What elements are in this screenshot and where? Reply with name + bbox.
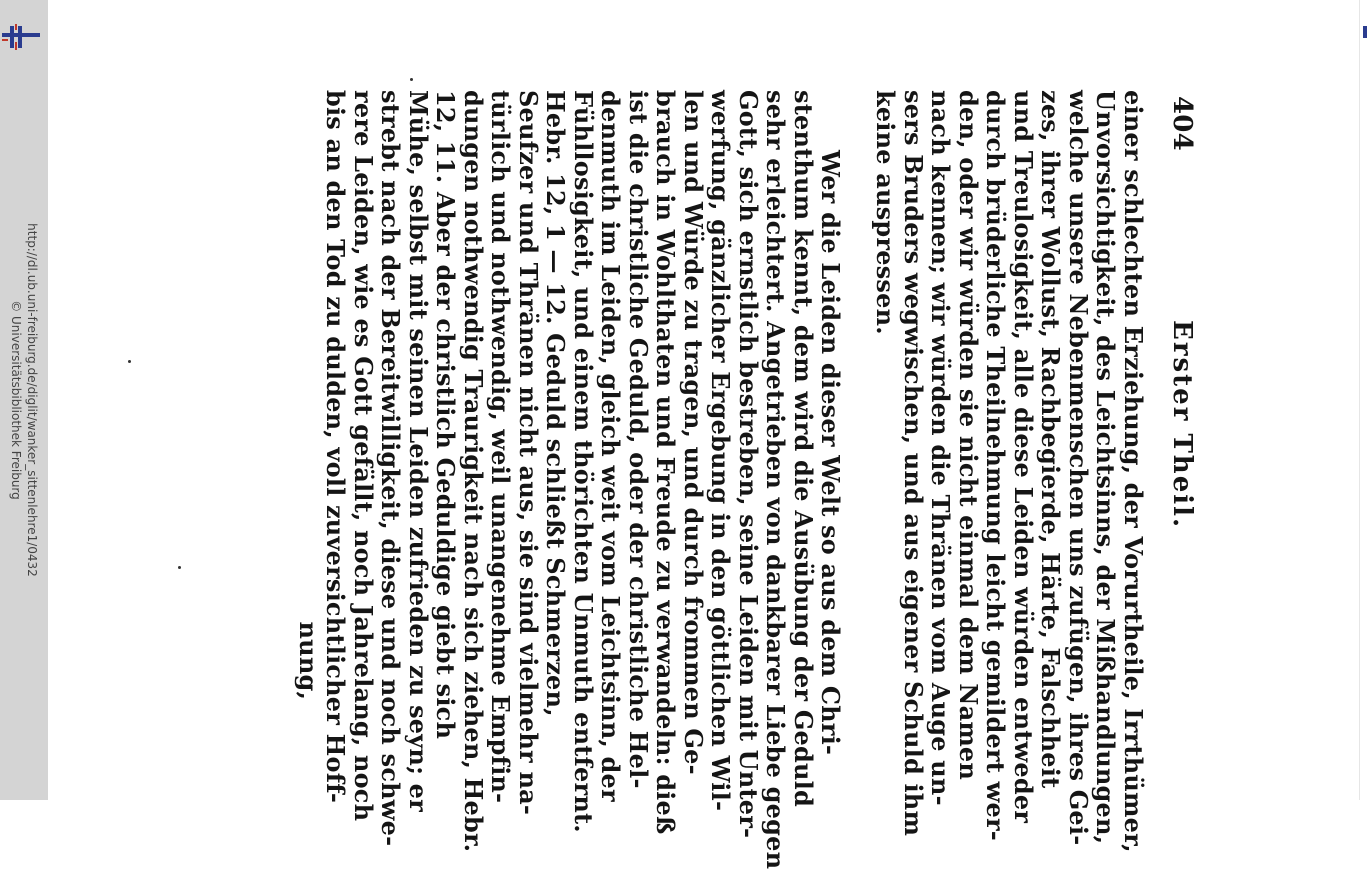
page-text <box>294 90 1197 869</box>
scan-speck <box>178 566 181 569</box>
text-line: bis an den Tod zu dulden, voll zuversichtlicher Hoff- <box>321 90 351 804</box>
text-line: denmuth im Leiden, gleich weit vom Leichtsinn, der <box>596 90 626 802</box>
page-right-edge <box>1359 0 1368 800</box>
text-line: durch brüderliche Theilnehmung leicht gemildert wer- <box>981 90 1011 841</box>
library-logo-icon <box>2 24 40 50</box>
credit-text <box>8 223 40 577</box>
paragraph-gap <box>845 90 873 710</box>
text-line: Mühe, selbst mit seinen Leiden zufrieden zu seyn; er <box>404 90 433 812</box>
text-line: den, oder wir würden sie nicht einmal dem Namen <box>954 90 983 781</box>
credit-url[interactable]: http://dl.ub.uni-freiburg.de/diglit/wanker_sittenlehre1/0432 <box>25 223 39 577</box>
page-number: 404 <box>1167 96 1197 151</box>
text-line: Seufzer und Thränen nicht aus, sie sind vielmehr na- <box>514 90 543 816</box>
edge-marker-icon <box>1363 26 1367 38</box>
text-line: welche unsere Nebenmenschen uns zufügen, ihres Gei- <box>1064 90 1093 846</box>
text-line: Hebr. 12, 1 — 12. Geduld schließt Schmerzen, <box>541 90 571 717</box>
text-line: werfung, gänzlicher Ergebung in den göttlichen Wil- <box>706 90 736 812</box>
paragraph-2 <box>321 90 846 869</box>
scan-speck <box>410 78 413 81</box>
running-head: Erster Theil. <box>1167 320 1197 530</box>
text-line: zes, ihrer Wollust, Rachbegierde, Härte, Falschheit <box>1036 90 1066 789</box>
text-line: len und Würde zu tragen, und durch frommen Ge- <box>679 90 708 775</box>
text-line: Unvorsichtigkeit, des Leichtsinns, der Mißhandlungen, <box>1091 90 1121 845</box>
catchword: nung, <box>294 621 323 700</box>
text-line: nach kennen; wir würden die Thränen vom Auge un- <box>926 90 956 806</box>
text-line: Gott, sich ernstlich bestreben, seine Leiden mit Unter- <box>734 90 763 839</box>
text-line: sers Bruders wegwischen, und aus eigener Schuld ihm <box>899 90 928 837</box>
text-line: dungen nothwendig Traurigkeit nach sich ziehen, Hebr. <box>459 90 488 853</box>
sidebar <box>0 0 48 800</box>
text-line: keine auspressen. <box>871 90 901 335</box>
text-line: brauch in Wohlthaten und Freude zu verwandeln: dieß <box>651 90 681 835</box>
text-line: rere Leiden, wie es Gott gefällt, noch Jahrelang, noch <box>349 90 378 822</box>
page-header <box>1147 90 1195 710</box>
text-line: ist die christliche Geduld, oder der christliche Hel- <box>624 90 653 789</box>
text-line: türlich und nothwendig, weil unangenehme Empfin- <box>486 90 516 804</box>
text-line: einer schlechten Erziehung, der Vorurtheile, Irrthümer, <box>1119 90 1148 853</box>
text-line: und Treulosigkeit, alle diese Leiden würden entweder <box>1009 90 1038 824</box>
text-line: 12, 11. Aber der christlich Geduldige giebt sich <box>431 90 461 740</box>
text-line: strebt nach der Bereitwilligkeit, diese und noch schwe- <box>376 90 406 847</box>
credit-copyright: © Universitätsbibliothek Freiburg <box>9 300 23 500</box>
text-line: sehr erleichtert. Angetrieben von dankbarer Liebe gegen <box>761 90 791 869</box>
scan-speck <box>128 360 131 363</box>
paragraph-1 <box>871 90 1148 853</box>
text-line: Wer die Leiden dieser Welt so aus dem Chri- <box>816 150 846 756</box>
text-line: stenthum kennt, dem wird die Ausübung der Geduld <box>789 90 818 807</box>
text-line: Fühllosigkeit, und einem thörichten Unmuth entfernt. <box>569 90 598 833</box>
